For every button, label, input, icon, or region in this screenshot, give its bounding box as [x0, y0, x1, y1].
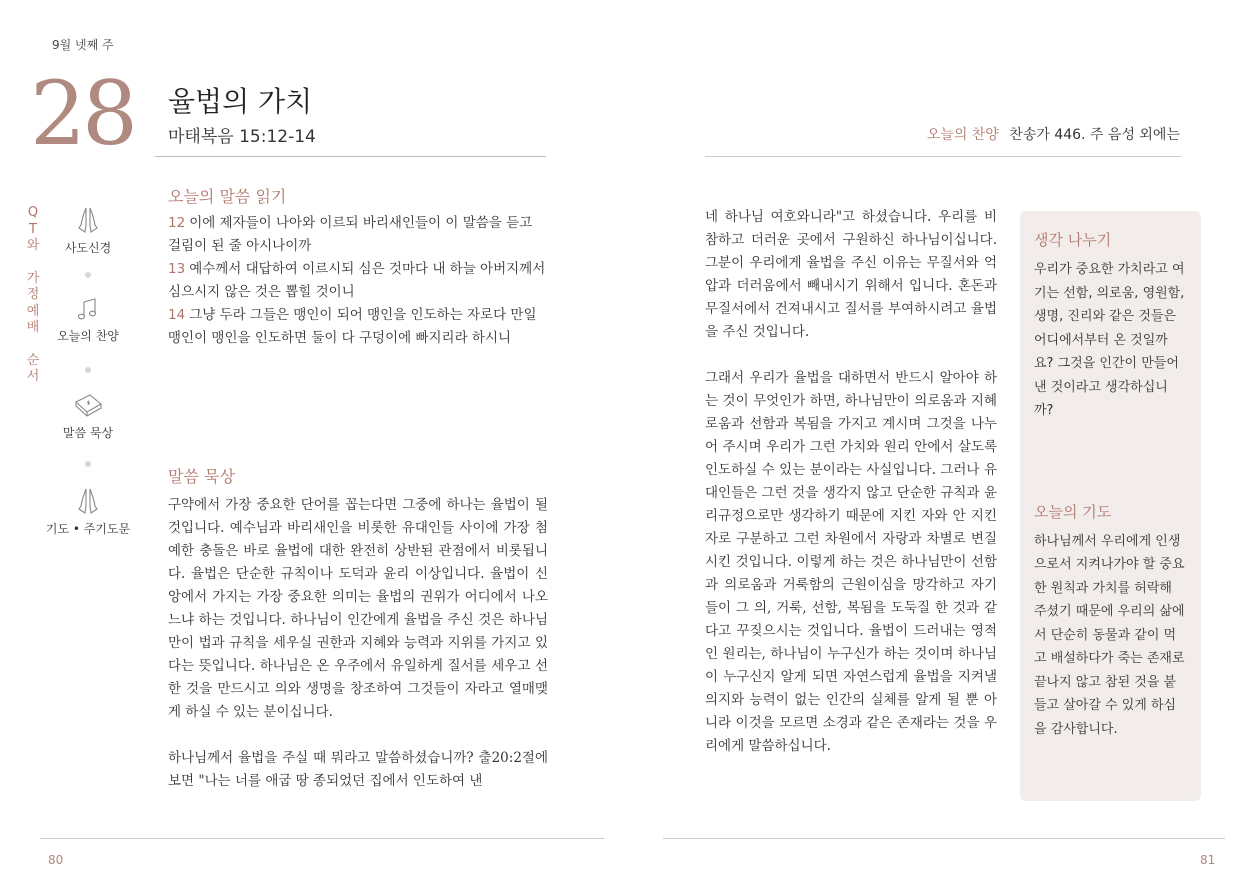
verse-number: 13 [168, 261, 186, 277]
music-note-icon [73, 297, 103, 323]
header-divider-right [705, 156, 1181, 157]
vertical-char: 예 [26, 303, 40, 319]
order-item-apostles-creed [43, 205, 133, 256]
paragraph: 구약에서 가장 중요한 단어를 꼽는다면 그중에 하나는 율법이 될 것입니다. 예수님과 바리새인을 비롯한 유대인들 사이에 가장 첨예한 충돌은 바로 율법에 대한 완전히 상반된 관점에서 비롯됩니다. 율법은 단순한 규칙이나 도덕과 윤리 이상입니다. 율법이 신앙에서 가지는 가장 중요한 의미는 율법의 권위가 어디에서 나오느냐 하는 것입니다. 하나님이 인간에게 율법을 주신 것은 하나님만이 법과 규칙을 세우실 권한과 지혜와 능력과 지위를 가지고 있다는 뜻입니다. 하나님은 온 우주에서 유일하게 질서를 세우고 선한 것을 만드시고 의와 생명을 창조하여 그것들이 자라고 열매맺게 하실 수 있는 분이십니다. [168, 497, 548, 720]
vertical-gap [25, 337, 41, 353]
footer-divider-left [40, 838, 604, 839]
order-item-word-meditation [43, 392, 133, 441]
verse-text: 그냥 두라 그들은 맹인이 되어 맹인을 인도하는 자로다 만일 맹인이 맹인을 인도하면 둘이 다 구덩이에 빠지리라 하시니 [168, 307, 537, 346]
day-number: 28 [30, 62, 134, 165]
meditation-continued [705, 206, 997, 781]
sharing-title: 생각 나누기 [1034, 231, 1112, 249]
todays-hymn [927, 124, 1180, 144]
page-number-right: 81 [1200, 853, 1216, 867]
hymn-label: 오늘의 찬양 [926, 127, 999, 143]
vertical-char: T [29, 221, 37, 237]
separator-dot [85, 461, 91, 467]
reflection-box [1020, 211, 1201, 801]
vertical-char: Q [27, 205, 39, 220]
page-title: 율법의 가치 [168, 85, 313, 118]
verse-text: 예수께서 대답하여 이르시되 심은 것마다 내 하늘 아버지께서 심으시지 않은 것은 뽑힐 것이니 [168, 261, 546, 300]
vertical-char: 서 [26, 369, 40, 384]
meditation-body [168, 494, 548, 816]
order-item-label: 사도신경 [64, 241, 112, 255]
vertical-char: 정 [26, 287, 40, 302]
verse-number: 12 [168, 215, 186, 231]
paragraph: 그래서 우리가 율법을 대하면서 반드시 알아야 하는 것이 무엇인가 하면, 하나님만이 의로움과 지혜로움과 선함과 복됨을 가지고 계시며 그것을 나누어 주시며 우리가 그런 가치와 원리 안에서 살도록 인도하실 수 있는 분이라는 사실입니다. 그러나 유대인들은 그런 것을 생각지 않고 단순한 규칙과 윤리규정으로만 생각하기 때문에 지킨 자와 안 지킨 자로 구분하고 그런 차원에서 자랑과 차별로 변질시킨 것입니다. 이렇게 하는 것은 하나님만이 선함과 의로움과 거룩함의 근원이심을 망각하고 자기들이 그 의, 거룩, 선함, 복됨을 도둑질 한 것과 같다고 꾸짖으시는 것입니다. 율법이 드러내는 영적인 원리는, 하나님이 누구신가 하는 것이며 하나님이 누구신지 알게 되면 자연스럽게 율법을 지켜낼 의지와 능력이 없는 인간의 실체를 알게 될 뿐 아니라 이것을 모르면 소경과 같은 존재라는 것을 우리에게 말씀하십니다. [705, 370, 997, 754]
verse [168, 258, 548, 304]
order-item-todays-hymn [43, 297, 133, 344]
paragraph: 하나님께서 율법을 주실 때 뭐라고 말씀하셨습니까? 출20:2절에 보면 "나는 너를 애굽 땅 종되었던 집에서 인도하여 낸 [168, 750, 548, 789]
prayer-text: 하나님께서 우리에게 인생으로서 지켜나가야 할 중요한 원칙과 가치를 허락해 주셨기 때문에 우리의 삶에서 단순히 동물과 같이 먹고 배설하다가 죽는 존재로 끝나지 않고 참된 것을 붙들고 살아갈 수 있게 하심을 감사합니다. [1034, 533, 1185, 737]
separator-dot [85, 272, 91, 278]
order-item-label: 오늘의 찬양 [57, 329, 119, 343]
meditation-section-title: 말씀 묵상 [168, 467, 235, 486]
vertical-char: 배 [26, 320, 40, 335]
order-item-label: 기도 • 주기도문 [45, 522, 131, 536]
scripture-reference: 마태복음 15:12-14 [168, 127, 316, 147]
separator-dot [85, 367, 91, 373]
vertical-char: 순 [26, 352, 40, 368]
order-item-label: 말씀 묵상 [62, 426, 114, 440]
vertical-gap [25, 255, 41, 271]
order-item-prayer [43, 486, 133, 537]
sharing-text: 우리가 중요한 가치라고 여기는 선함, 의로움, 영원함, 생명, 진리와 같은 것들은 어디에서부터 온 것일까요? 그것을 인간이 만들어낸 것이라고 생각하십니까? [1034, 262, 1185, 418]
verse [168, 212, 548, 258]
footer-divider-right [663, 838, 1225, 839]
week-label: 9월 넷째 주 [52, 38, 114, 52]
page-number-left: 80 [48, 853, 64, 867]
verse [168, 304, 548, 350]
header-divider-left [155, 156, 546, 157]
praying-hands-icon [73, 486, 103, 516]
prayer-title: 오늘의 기도 [1034, 502, 1112, 521]
reading-section-title: 오늘의 말씀 읽기 [168, 187, 287, 206]
vertical-char: 와 [26, 238, 40, 253]
hymn-title: 찬송가 446. 주 음성 외에는 [1009, 127, 1180, 143]
vertical-section-label [25, 205, 41, 386]
scripture-verses [168, 212, 548, 350]
vertical-char: 가 [26, 270, 40, 286]
paragraph: 네 하나님 여호와니라"고 하셨습니다. 우리를 비참하고 더러운 곳에서 구원하신 하나님이십니다. 그분이 우리에게 율법을 주신 이유는 무질서와 억압과 더러움에서 빼내시기 위해서 입니다. 혼돈과 무질서에서 건져내시고 질서를 부여하시려고 율법을 주신 것입니다. [705, 209, 997, 340]
praying-hands-icon [73, 205, 103, 235]
verse-text: 이에 제자들이 나아와 이르되 바리새인들이 이 말씀을 듣고 걸림이 된 줄 아시나이까 [168, 215, 533, 254]
bible-icon [72, 392, 104, 420]
verse-number: 14 [168, 307, 186, 323]
